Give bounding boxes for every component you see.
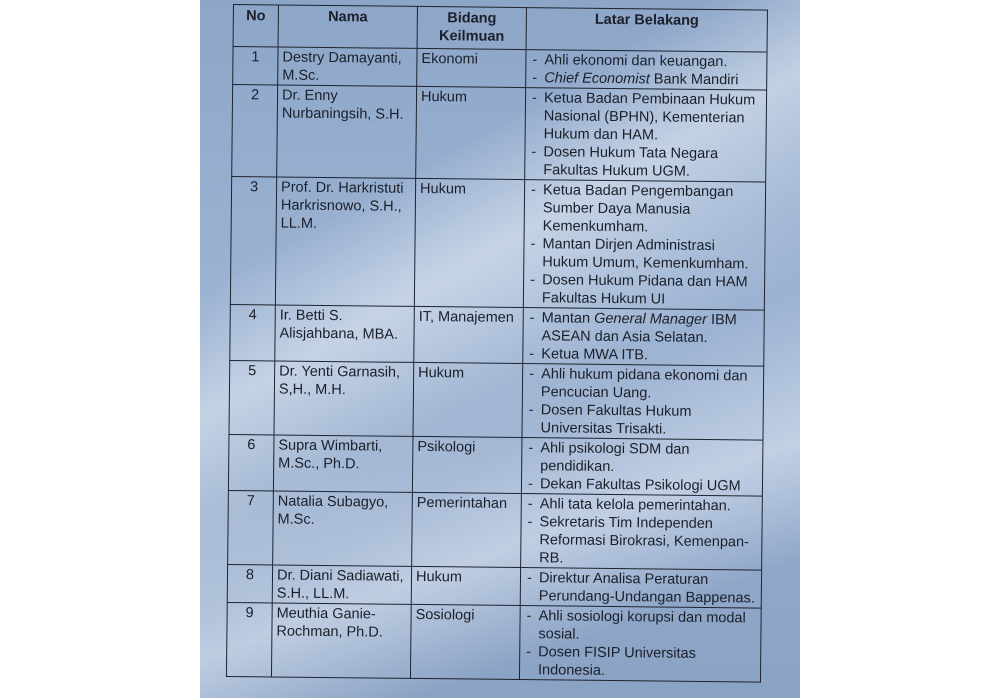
background-list — [526, 365, 759, 439]
table-body — [226, 47, 767, 683]
header-latar: Latar Belakang — [526, 8, 767, 53]
background-text-pre: Ketua Badan Pengembangan Sumber Daya Manusia Kemenkumham. — [542, 182, 734, 236]
table-row — [228, 434, 763, 496]
row-bidang: Hukum — [414, 178, 524, 307]
row-no: 2 — [232, 85, 278, 177]
background-item — [527, 365, 759, 403]
row-bidang: Hukum — [411, 566, 520, 605]
row-no: 6 — [228, 434, 274, 490]
row-latar — [519, 606, 761, 683]
background-text-pre: Ahli tata kelola pemerintahan. — [539, 496, 731, 515]
row-bidang: Hukum — [413, 362, 523, 437]
background-text-post: IBM ASEAN dan Asia Selatan. — [541, 311, 737, 346]
row-latar — [523, 308, 765, 367]
background-text-pre: Ketua MWA ITB. — [541, 346, 649, 364]
background-text-pre: Ahli psikologi SDM dan pendidikan. — [540, 440, 690, 476]
row-latar — [521, 494, 763, 571]
members-table — [226, 4, 768, 683]
background-text-pre: Dosen FISIP Universitas Indonesia. — [537, 644, 696, 679]
background-item — [528, 271, 760, 309]
background-item — [526, 475, 758, 495]
background-item — [524, 643, 756, 681]
table-row — [233, 47, 767, 91]
row-bidang: Sosiologi — [410, 604, 520, 679]
row-no: 9 — [226, 602, 272, 676]
background-item — [529, 181, 762, 237]
background-list — [525, 495, 758, 569]
row-no: 3 — [230, 176, 276, 304]
row-nama: Dr. Diani Sadiawati, S.H., LL.M. — [272, 565, 411, 604]
background-text-pre: Mantan — [541, 310, 595, 327]
row-nama: Natalia Subagyo, M.Sc. — [273, 491, 413, 566]
row-latar — [525, 88, 767, 183]
background-item — [524, 607, 756, 645]
row-latar — [526, 50, 767, 91]
row-bidang: Ekonomi — [417, 48, 526, 87]
background-text-pre: Ahli ekonomi dan keuangan. — [544, 52, 728, 71]
table-row — [228, 490, 763, 570]
row-no: 5 — [229, 360, 275, 434]
background-text-pre: Dosen Hukum Tata Negara Fakultas Hukum UGM. — [543, 144, 719, 180]
background-list — [527, 309, 760, 365]
row-latar — [522, 364, 764, 441]
row-nama: Dr. Yenti Garnasih, S,H., M.H. — [274, 361, 414, 436]
row-nama: Ir. Betti S. Alisjahbana, MBA. — [275, 305, 415, 362]
background-text-pre: Mantan Dirjen Administrasi Hukum Umum, Kemenkumham. — [542, 236, 749, 273]
row-bidang: IT, Manajemen — [414, 306, 524, 363]
row-nama: Meuthia Ganie-Rochman, Ph.D. — [271, 603, 411, 678]
background-list — [526, 439, 759, 495]
background-item — [527, 309, 759, 347]
header-nama: Nama — [278, 5, 417, 48]
background-text-pre: Dosen Hukum Pidana dan HAM Fakultas Hukum UI — [541, 272, 748, 308]
background-item — [529, 143, 761, 181]
row-nama: Dr. Enny Nurbaningsih, S.H. — [277, 85, 417, 178]
background-text-pre: Ahli sosiologi korupsi dan modal sosial. — [538, 608, 746, 643]
background-text-pre: Ketua Badan Pembinaan Hukum Nasional (BPHN), Kementerian Hukum dan HAM. — [543, 90, 756, 144]
row-latar — [520, 568, 761, 609]
background-text-pre: Ahli hukum pidana ekonomi dan Pencucian Uang. — [540, 366, 748, 402]
background-text-pre: Dosen Fakultas Hukum Universitas Trisakti. — [540, 402, 692, 438]
background-text-pre: Direktur Analisa Peraturan Perundang-Undangan Bappenas. — [538, 570, 755, 607]
table-header-row — [233, 5, 767, 53]
background-item — [526, 495, 758, 515]
row-bidang: Hukum — [416, 86, 526, 179]
table-row — [232, 85, 767, 183]
table-row — [230, 176, 765, 310]
background-item — [525, 569, 757, 607]
row-nama: Supra Wimbarti, M.Sc., Ph.D. — [273, 435, 413, 492]
row-bidang: Pemerintahan — [412, 492, 522, 567]
background-item — [528, 235, 760, 273]
background-item — [530, 89, 763, 145]
background-text-pre: Dekan Fakultas Psikologi UGM — [539, 476, 741, 495]
background-list — [529, 89, 762, 181]
background-list — [530, 51, 762, 89]
row-nama: Prof. Dr. Harkristuti Harkrisnowo, S.H., LL.M. — [275, 177, 415, 306]
background-text-em: Chief Economist — [544, 70, 650, 88]
table-row — [230, 304, 765, 366]
table-row — [229, 360, 764, 440]
row-latar — [521, 438, 763, 497]
background-text-em: General Manager — [594, 310, 708, 328]
background-text-pre: Sekretaris Tim Independen Reformasi Birokrasi, Kemenpan-RB. — [539, 514, 750, 567]
table-row — [227, 564, 761, 608]
background-list — [525, 569, 757, 607]
header-no: No — [233, 5, 278, 47]
row-latar — [523, 180, 765, 311]
row-no: 7 — [228, 490, 274, 564]
background-item — [530, 69, 762, 89]
background-list — [524, 607, 757, 681]
background-text-post: Bank Mandiri — [649, 71, 739, 89]
row-no: 8 — [227, 564, 272, 602]
row-no: 1 — [233, 47, 278, 85]
background-item — [526, 401, 758, 439]
header-bidang: Bidang Keilmuan — [417, 6, 526, 49]
background-item — [530, 51, 762, 71]
table-row — [226, 602, 761, 682]
row-no: 4 — [230, 304, 276, 360]
row-nama: Destry Damayanti, M.Sc. — [278, 47, 417, 86]
background-item — [526, 439, 758, 477]
background-item — [525, 513, 758, 569]
background-item — [527, 345, 759, 365]
background-list — [528, 181, 761, 309]
document-photo — [200, 0, 800, 698]
row-bidang: Psikologi — [412, 436, 522, 493]
